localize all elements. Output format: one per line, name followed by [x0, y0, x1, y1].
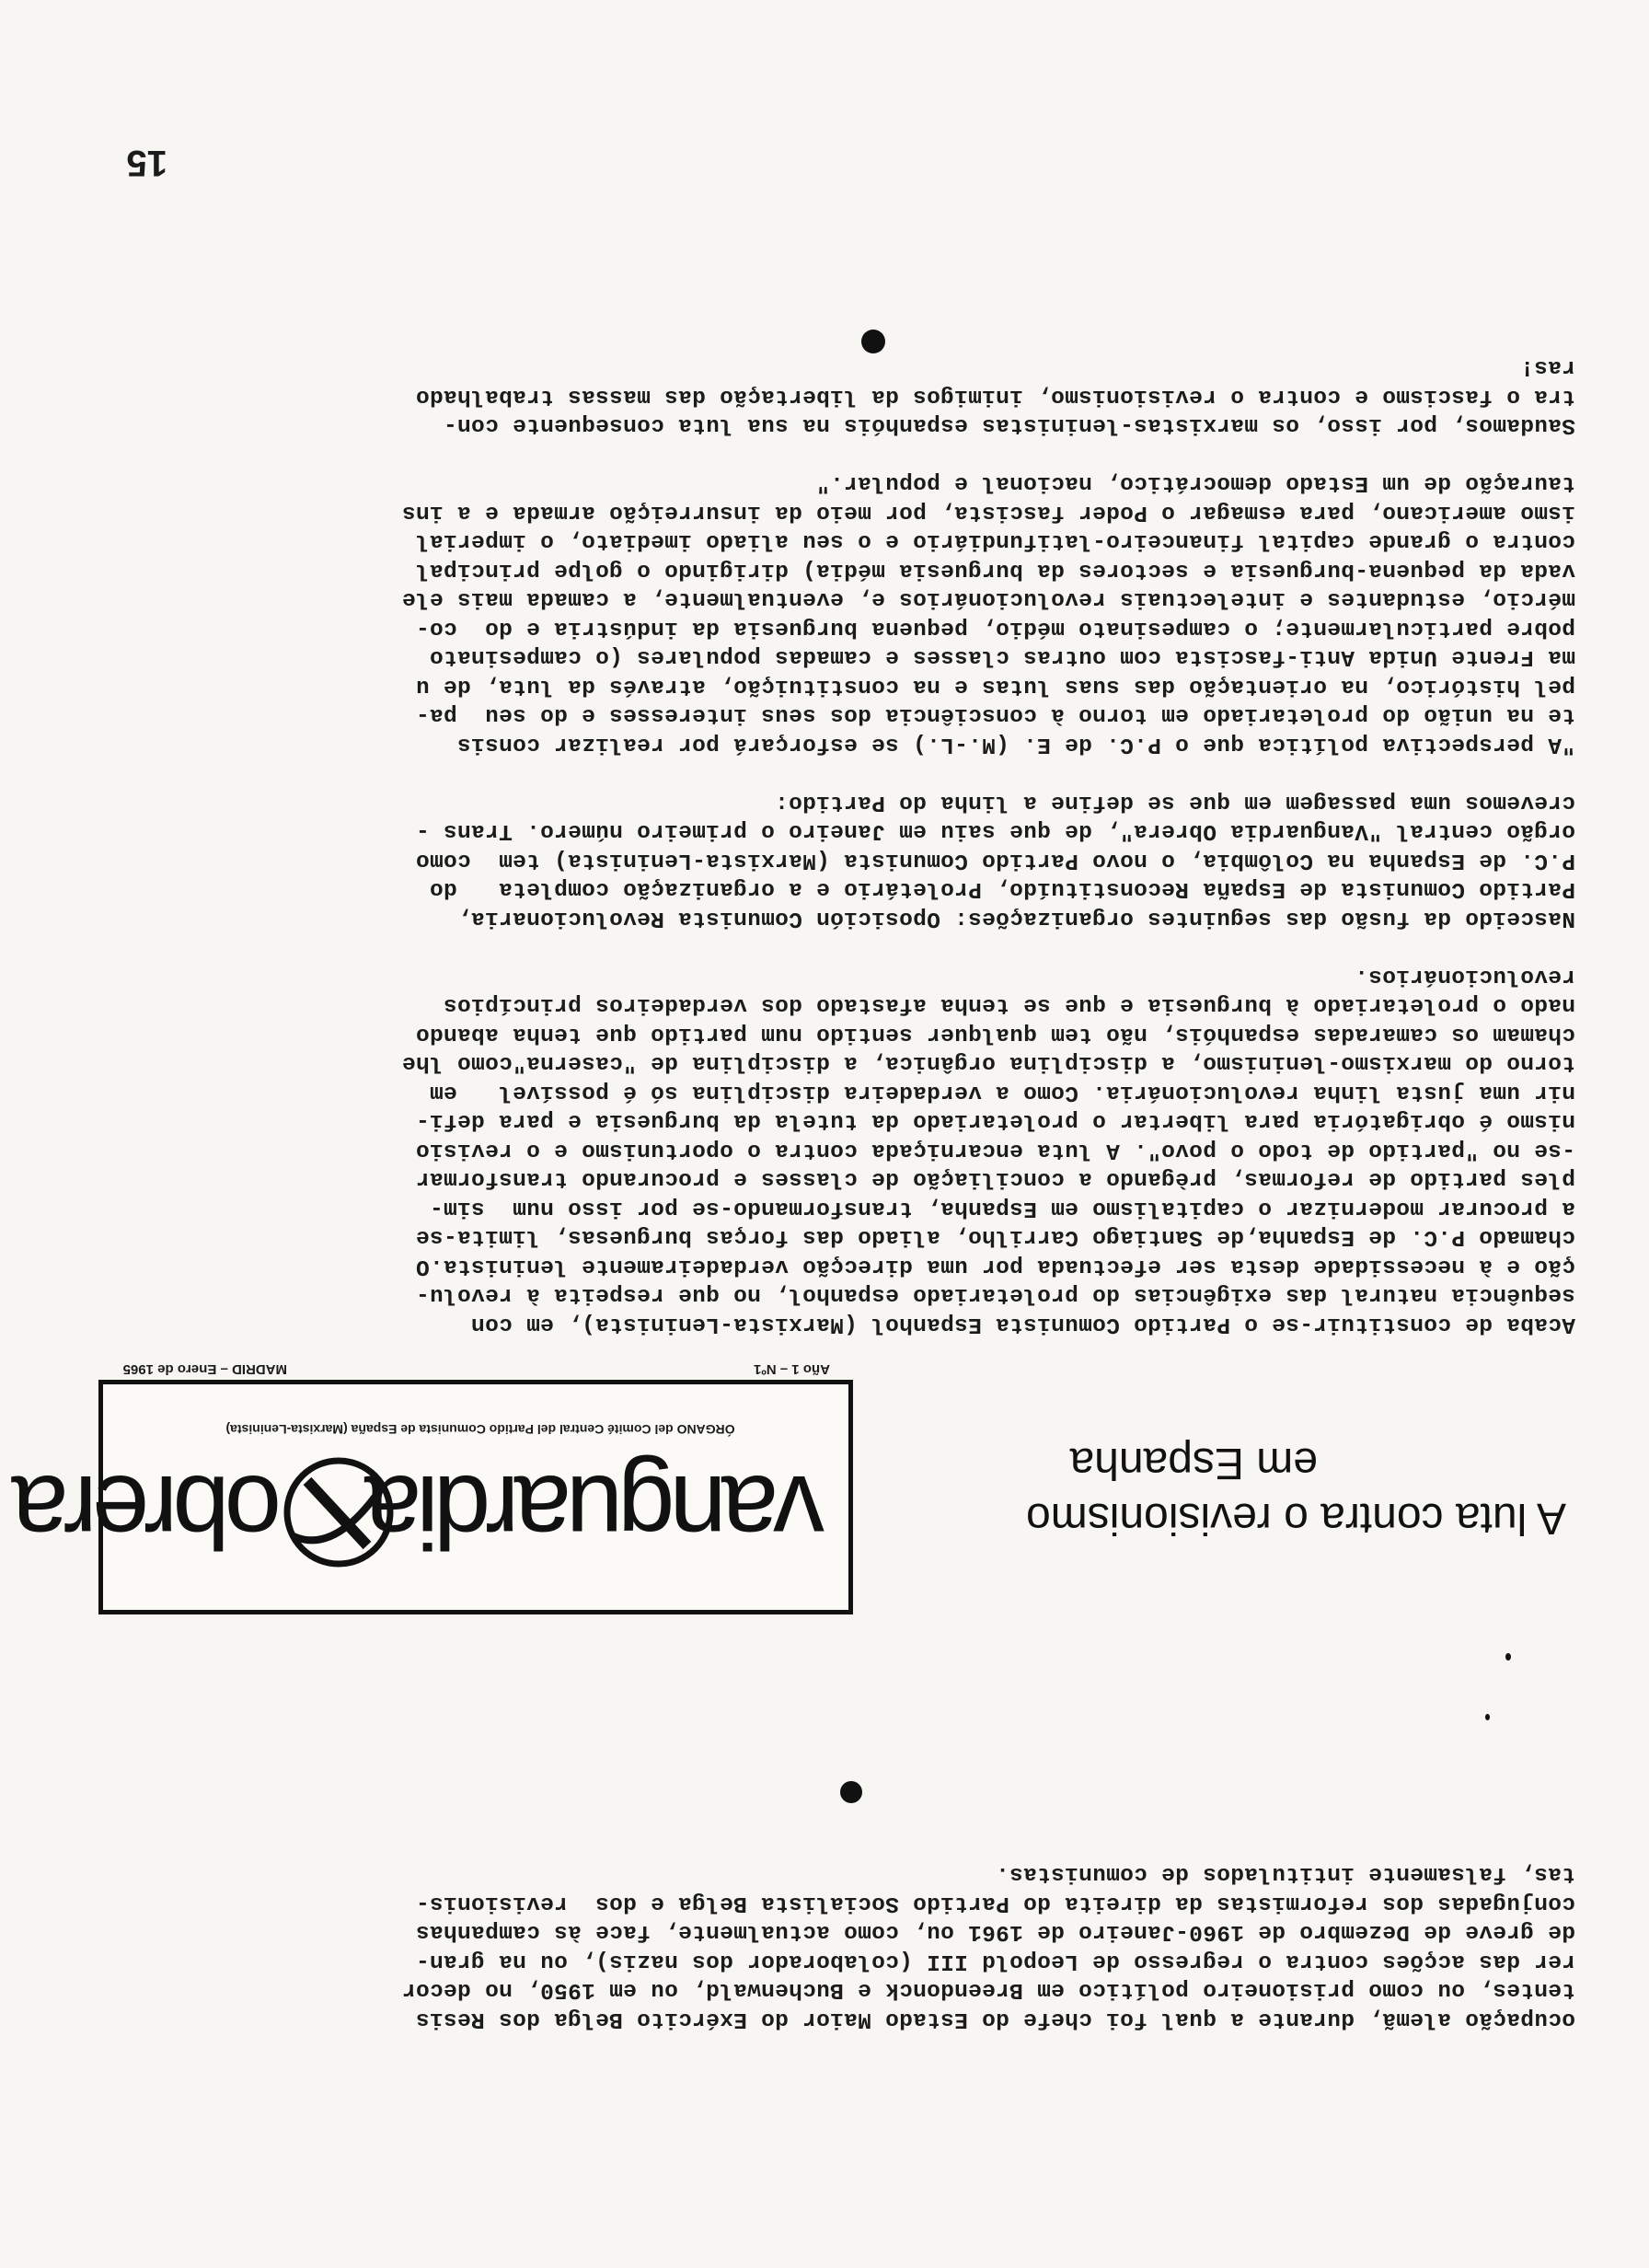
text-line: nir uma justa linha revolucionária. Como a verdadeira disciplina só é possível em — [429, 1080, 1575, 1105]
text-line: ocupação alemã, durante a qual foi chefe do Estado Maior do Exército Belga dos Resis — [415, 2007, 1575, 2031]
text-line: tentes, ou como prisioneiro político em Breendonck e Buchenwald, ou em 1950, no decor — [401, 1977, 1575, 2003]
text-line: de greve de Dezembro de 1960-Janeiro de 1961 ou, como actualmente, face às campanhas — [415, 1919, 1575, 1945]
text-line: vada da pequena-burguesia e sectores da burguesia média) dirigindo o golpe principal — [415, 558, 1575, 583]
masthead-organ: ÓRGANO del Comité Central del Partido Comunista de España (Marxista-Leninista) — [225, 1422, 735, 1437]
text-line: pobre particularmente; o campesinato médio, pequena burguesia da indústria e do co- — [415, 616, 1575, 641]
text-line: mércio, estudantes e intelectuais revolucionários e, eventualmente, a camada mais ele — [401, 586, 1575, 612]
text-line: tas, falsamente intitulados de comunistas. — [995, 1861, 1575, 1887]
text-line: Acaba de constituir-se o Partido Comunista Espanhol (Marxista-Leninista), em con — [470, 1312, 1575, 1336]
ink-blot — [1505, 1653, 1511, 1660]
text-line: ples partido de reformas, prègando a conciliação de classes e procurando transformar — [415, 1166, 1575, 1192]
text-line: ras! — [1519, 354, 1575, 380]
text-line: ma Frente Unida Anti-fascista com outras classes e camadas populares (o campesinato — [429, 644, 1575, 670]
text-line: Saudamos, por isso, os marxistas-leninistas espanhóis na sua luta consequente con- — [443, 412, 1575, 438]
svg-text:vanguardia: vanguardia — [369, 1454, 824, 1569]
text-line: conjugadas dos reformistas da direita do Partido Socialista Belga e dos revisionis- — [415, 1891, 1575, 1915]
text-line: a procurar modernizar o capitalismo em Espanha, transformando-se por isso num sim- — [429, 1196, 1575, 1221]
text-line: "A perspectiva política que o P.C. de E. (M.-L.) se esforçará por realizar consis — [456, 732, 1575, 757]
ink-blot — [840, 1781, 862, 1803]
ink-blot — [1485, 1714, 1490, 1720]
title-line-2: em Espanha — [1069, 1439, 1318, 1487]
title-line-1: A luta contra o revisionismo — [1026, 1494, 1566, 1543]
vanguardia-obrera-logo — [17, 1453, 832, 1573]
ink-blot — [861, 330, 885, 353]
text-line: orgão central "Vanguardia Obrera", de que saiu em Janeiro o primeiro número. Trans - — [415, 818, 1575, 844]
blank-line — [103, 440, 1575, 469]
issue-number: Año 1 – Nº1 — [754, 1361, 830, 1377]
text-line: nismo é obrigatória para libertar o proletariado da tutela da burguesia e para defi- — [415, 1108, 1575, 1134]
text-line: chamado P.C. de Espanha,de Santiago Carrilho, aliado das forças burguesas, limita-se — [415, 1224, 1575, 1250]
text-line: revolucionários. — [1354, 964, 1575, 989]
svg-text:obrera: obrera — [17, 1454, 282, 1569]
text-line: te na união do proletariado em torno à consciência dos seus interesses e do seu pa- — [415, 702, 1575, 728]
blank-line — [103, 758, 1575, 788]
issue-date: MADRID – Enero de 1965 — [122, 1361, 287, 1377]
article-title — [904, 1435, 1566, 1545]
text-line: torno do marxismo-leninismo, a disciplina orgânica, a disciplina de "caserna"como lhe — [401, 1050, 1575, 1076]
page-number: 15 — [126, 143, 167, 183]
blank-line — [103, 932, 1575, 962]
text-line: rer das acções contra o regresso de Leopold III (colaborador dos nazis), ou na gran- — [415, 1949, 1575, 1973]
text-line: -se no "partido de todo o povo". A luta encarniçada contra o oportunismo e o revisio — [415, 1138, 1575, 1163]
text-line: Nasceido da fusão das seguintes organizações: Oposición Comunista Revolucionaria, — [456, 906, 1575, 931]
article-body — [103, 353, 1575, 1338]
text-line: contra o grande capital financeiro-latifundiário e o seu aliado imediato, o imperial — [415, 528, 1575, 554]
text-line: tauração de um Estado democrático, nacional e popular." — [815, 470, 1575, 496]
top-paragraph — [103, 1859, 1575, 2033]
text-line: crevemos uma passagem em que se define a linha do Partido: — [774, 790, 1575, 815]
text-line: tra o fascismo e contra o revisionismo, inimigos da libertação das massas trabalhado — [415, 384, 1575, 409]
text-line: Partido Comunista de España Reconstituído, Proletário e a organização completa do — [429, 876, 1575, 902]
text-line: nado o proletariado à burguesia e que se tenha afastado dos verdadeiros princípios — [443, 992, 1575, 1018]
text-line: P.C. de Espanha na Colômbia, o novo Partido Comunista (Marxista-Leninista) tem como — [415, 848, 1575, 873]
text-line: sequência natural das exigências do proletariado espanhol, no que respeita à revolu- — [415, 1282, 1575, 1308]
text-line: ção e à necessidade desta ser efectuada por uma direcção verdadeiramente leninista.O — [415, 1254, 1575, 1279]
masthead-box — [17, 1380, 853, 1614]
text-line: chamam os camaradas espanhóis, não tem qualquer sentido num partido que tenha abando — [415, 1022, 1575, 1047]
text-line: pel histórico, na orientação das suas lutas e na constituição, através da luta, de u — [415, 674, 1575, 699]
text-line: ismo americano, para esmagar o Poder fascista, por meio da insurreição armada e a ins — [401, 500, 1575, 525]
